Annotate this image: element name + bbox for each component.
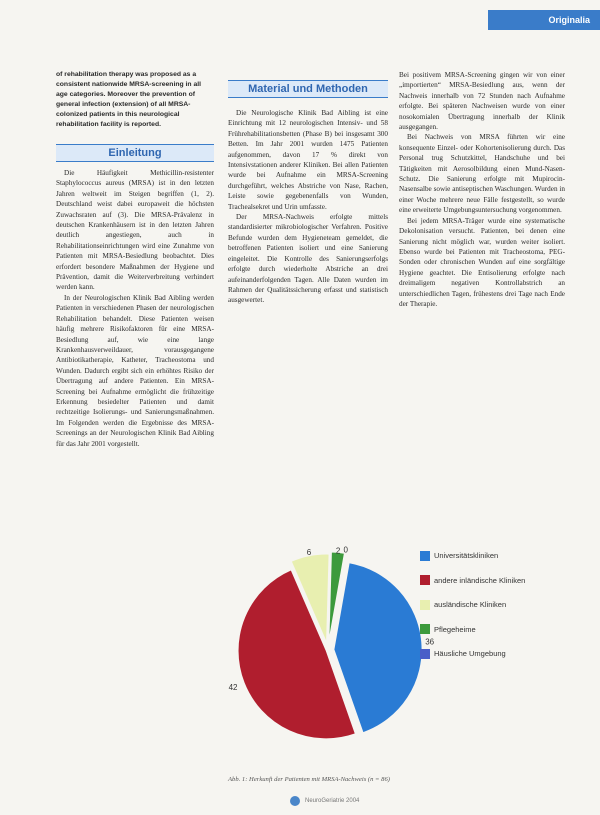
legend-item bbox=[420, 548, 525, 563]
legend-label: andere inländische Kliniken bbox=[434, 575, 526, 585]
page-footer: NeuroGeriatrie 2004 bbox=[305, 798, 360, 804]
paragraph: Bei Nachweis von MRSA führten wir eine konsequente Einzel- oder Kohortenisolierung durch. Das Personal trug Schutzkittel, Handschuhe und bei Tätigkeiten mit Aerosolbildung einen Mund-Nasen-Schutz. Die Sanierung erfolgte mit Mupirocin-Nasensalbe sowie antiseptischen Waschungen. Wurden in einer Woche mehrere neue Fälle festgestellt, so wurde eine erweiterte Umgebungsuntersuchung vorgenommen. bbox=[399, 133, 565, 215]
paragraph: Die Häufigkeit Methicillin-resistenter Staphylococcus aureus (MRSA) ist in den letzten Jahren weltweit im Steigen begriffen (1, 2). Deutschland weist dabei europaweit die höchsten Zuwachsraten auf (3). Die MRSA-Prävalenz in deutschen Krankenhäusern ist in den letzten Jahren deutlich angestiegen, auch in Rehabilitationseinrichtungen wird eine Zunahme von Patienten mit MRSA-Besiedlung beobachtet. Dies erfordert besondere Maßnahmen der Hygiene und Prävention, damit die Weiterverbreitung verhindert werden kann. bbox=[56, 169, 214, 292]
legend-item bbox=[420, 646, 525, 661]
column-middle bbox=[228, 80, 388, 306]
legend-item bbox=[420, 597, 525, 612]
column-right bbox=[399, 70, 565, 309]
pie-slice bbox=[334, 563, 422, 733]
figure-caption: Abb. 1: Herkunft der Patienten mit MRSA-Nachweis (n = 86) bbox=[228, 776, 390, 783]
column-left bbox=[56, 70, 214, 449]
legend-label: ausländische Kliniken bbox=[434, 600, 507, 609]
paragraph: Bei positivem MRSA-Screening gingen wir von einer „importierten“ MRSA-Besiedlung aus, wenn der Nachweis innerhalb von 72 Stunden nach Aufnahme erfolgte. Bei späteren Nachweisen wurde von einer nosokomialen Übertragung innerhalb der Klinik ausgegangen. bbox=[399, 71, 565, 132]
paragraph: Bei jedem MRSA-Träger wurde eine systematische Dekolonisation versucht. Patienten, bei denen eine Sanierung nicht möglich war, wurden weiter isoliert. Ebenso wurde bei Patienten mit Tracheostoma, PEG-Sonden oder chronischen Wunden auf eine sorgfältige Hygiene geachtet. Die Entisolierung erfolgte nach dreimaligem negativen Kontrollabstrich an unterschiedlichen Tagen, frühestens drei Tage nach Ende der Therapie. bbox=[399, 216, 565, 308]
data-label: 6 bbox=[306, 547, 312, 557]
pie-chart bbox=[228, 530, 578, 760]
data-label: 42 bbox=[228, 683, 238, 693]
page-marker bbox=[290, 796, 300, 806]
data-label: 36 bbox=[425, 637, 435, 647]
legend-swatch bbox=[420, 551, 430, 561]
heading-einleitung: Einleitung bbox=[56, 144, 214, 162]
legend-item bbox=[420, 573, 525, 588]
chart-legend bbox=[420, 548, 525, 671]
legend-label: Häusliche Umgebung bbox=[434, 649, 506, 658]
legend-swatch bbox=[420, 649, 430, 659]
heading-material-methoden: Material und Methoden bbox=[228, 80, 388, 98]
legend-label: Pflegeheime bbox=[434, 624, 476, 634]
paragraph: In der Neurologischen Klinik Bad Aibling werden Patienten in verschiedenen Phasen der neurologischen Rehabilitation behandelt. Diese Patienten weisen häufig mehrere Risikofaktoren für eine MRSA-Besiedlung auf, wie eine lange Krankenhausverweildauer, vorausgegangene Antibiotikatherapie, Katheter, Tracheostoma und Wunden. Dadurch ergibt sich ein erhöhtes Risiko der Übertragung auf andere Patienten. Ein MRSA-Screening bei Aufnahme ermöglicht die frühzeitige Erkennung besiedelter Patienten und damit rechtzeitige Isolierungs- und Sanierungsmaßnahmen. Im Folgenden werden die Ergebnisse des MRSA-Screenings an der Neurologischen Klinik Bad Aibling für das Jahr 2001 vorgestellt. bbox=[56, 293, 214, 448]
legend-item bbox=[420, 622, 525, 637]
data-label: 2 bbox=[335, 546, 341, 556]
data-label: 0 bbox=[343, 545, 348, 555]
paragraph: Der MRSA-Nachweis erfolgte mittels standardisierter mikrobiologischer Verfahren. Positive Befunde wurden dem Hygieneteam gemeldet, die betroffenen Patienten isoliert und eine Sanierung eingeleitet. Die Kontrolle des Sanierungserfolgs erfolgte durch wiederholte Abstriche an drei aufeinanderfolgenden Tagen. Alle Daten wurden im Rahmen der Qualitätssicherung erfasst und statistisch ausgewertet. bbox=[228, 213, 388, 305]
section-badge: Originalia bbox=[488, 10, 600, 30]
legend-swatch bbox=[420, 624, 430, 634]
legend-swatch bbox=[420, 600, 430, 610]
legend-label: Universitätskliniken bbox=[434, 551, 499, 560]
abstract-text: of rehabilitation therapy was proposed as a consistent nationwide MRSA-screening in all age categories. Moreover the prevention of general infection (extension) of all MRSA-colonized patients in this neurological rehabilitation facility is reported. bbox=[56, 71, 202, 128]
legend-swatch bbox=[420, 575, 430, 585]
paragraph: Die Neurologische Klinik Bad Aibling ist eine Einrichtung mit 12 neurologischen Intensiv- und 58 Frührehabilitationsbetten (Phase B) bei insgesamt 300 Betten. Im Jahr 2001 wurden 1475 Patienten aufgenommen, davon 17 % direkt von Intensivstationen anderer Kliniken. Bei allen Patienten wurde bei Aufnahme ein MRSA-Screening durchgeführt, welches Abstriche von Nase, Rachen, Leiste sowie gegebenenfalls von Wunden, Trachealsekret und Urin umfasste. bbox=[228, 109, 388, 211]
pie-chart-svg bbox=[228, 530, 435, 760]
